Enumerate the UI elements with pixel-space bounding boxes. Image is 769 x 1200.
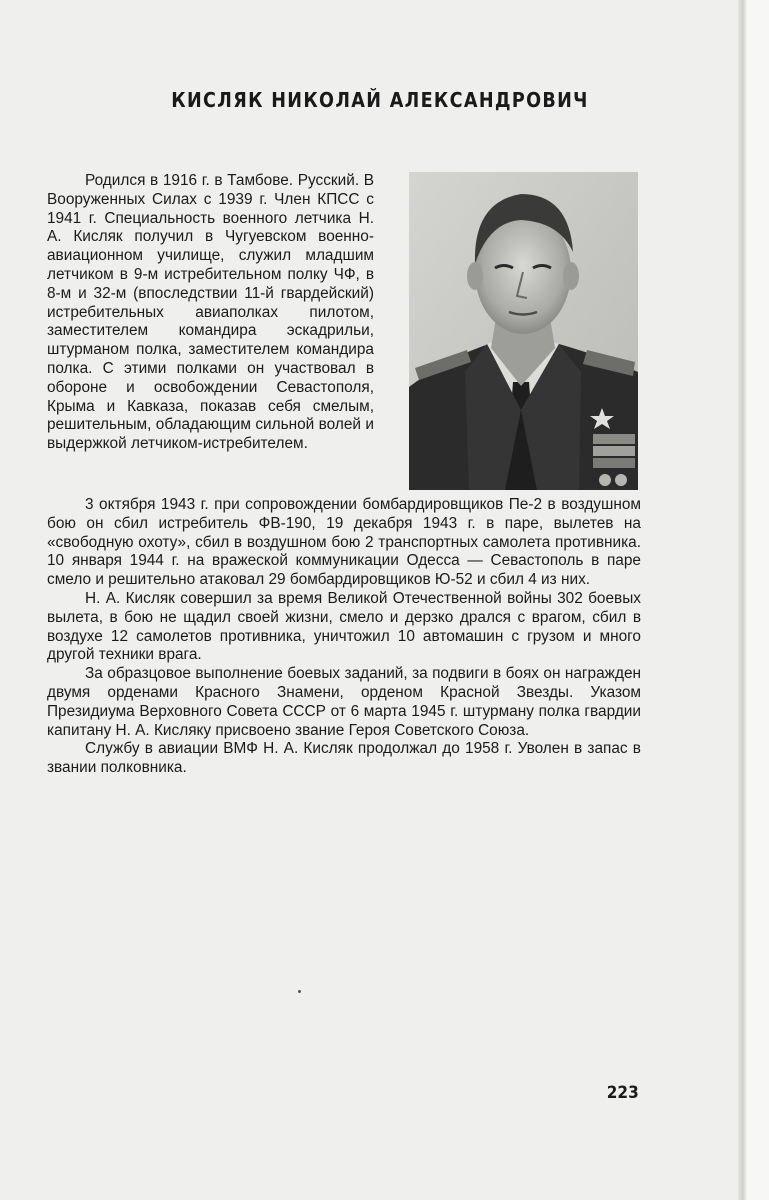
print-speck (298, 990, 301, 993)
intro-paragraph: Родился в 1916 г. в Тамбове. Русский. В Вооруженных Силах с 1939 г. Член КПСС с 1941 г. Специальность военного летчика Н. А. Кисляк получил в Чугуевском военно-авиационном училище, служил младшим летчиком в 9-м истребительном полку ЧФ, в 8-м и 32-м (впоследствии 11-й гвардейский) истребительных авиаполках пилотом, заместителем командира эскадрильи, штурманом полка, заместителем командира полка. С этими полками он участвовал в обороне и освобождении Севастополя, Крыма и Кавказа, показав себя смелым, решительным, обладающим сильной волей и выдержкой летчиком-истребителем. (47, 172, 374, 453)
paragraph-combat-1943: 3 октября 1943 г. при сопровождении бомбардировщиков Пе-2 в воздушном бою он сбил истребитель ФВ-190, 19 декабря 1943 г. в паре, вылетев на «свободную охоту», сбил в воздушном бою 2 транспортных самолета противника. 10 января 1944 г. на вражеской коммуникации Одесса — Севастополь в паре смело и решительно атаковал 29 бомбардировщиков Ю-52 и сбил 4 из них. (47, 496, 641, 589)
portrait-image (409, 172, 638, 490)
biography-body (47, 496, 641, 778)
paragraph-awards: За образцовое выполнение боевых заданий, за подвиги в боях он награжден двумя орденами Красного Знамени, орденом Красной Звезды. Указом Президиума Верховного Совета СССР от 6 марта 1945 г. штурману полка гвардии капитану Н. А. Кисляку присвоено звание Героя Советского Союза. (47, 665, 641, 739)
page-number: 223 (606, 1083, 639, 1103)
page-fold-shadow (738, 0, 747, 1200)
paragraph-later-service: Службу в авиации ВМФ Н. А. Кисляк продолжал до 1958 г. Уволен в запас в звании полковника. (47, 740, 641, 777)
adjacent-page-edge (747, 0, 769, 1200)
paragraph-combat-record: Н. А. Кисляк совершил за время Великой Отечественной войны 302 боевых вылета, в бою не щадил своей жизни, смело и дерзко дрался с врагом, сбил в воздухе 12 самолетов противника, уничтожил 10 автомашин с грузом и много другой техники врага. (47, 589, 641, 664)
page-title: КИСЛЯК НИКОЛАЙ АЛЕКСАНДРОВИЧ (171, 88, 589, 112)
portrait-photo (409, 172, 638, 490)
